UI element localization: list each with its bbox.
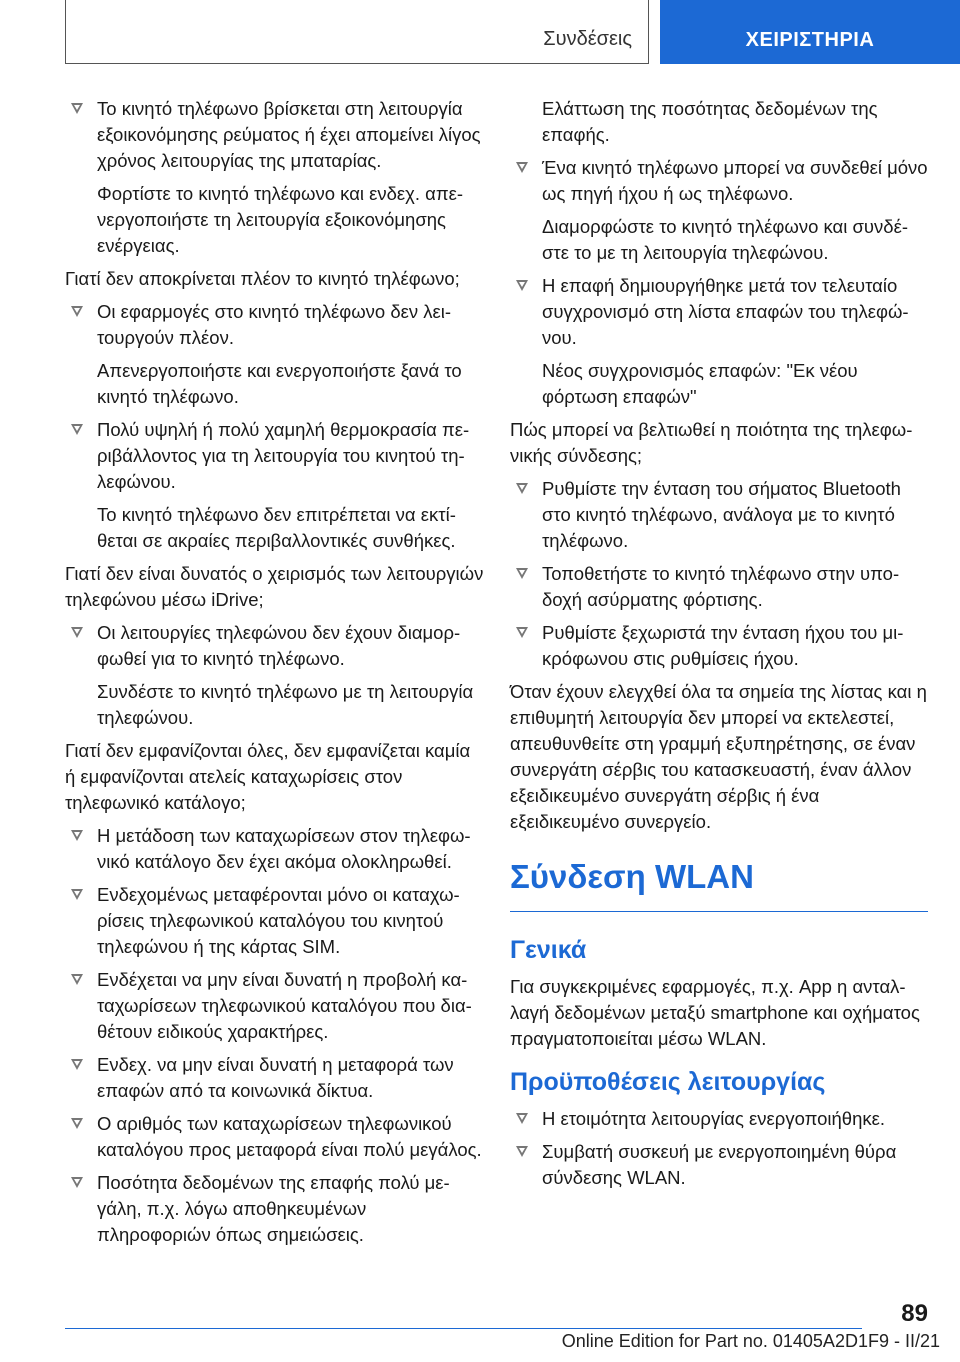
triangle-bullet-icon	[71, 1177, 83, 1188]
bullet-item	[65, 1052, 485, 1104]
subsection-heading: Γενικά	[510, 936, 587, 964]
bullet-text: Ρυθμίστε την ένταση του σήματος Bluetooth στο κινητό τηλέφωνο, ανάλογα με το κινητό τηλέφωνο.	[542, 478, 901, 551]
triangle-bullet-icon	[516, 1146, 528, 1157]
action-text: Το κινητό τηλέφωνο δεν επιτρέπεται να εκτίθεται σε ακραίες περιβαλλοντικές συνθήκες.	[97, 504, 456, 551]
triangle-bullet-icon	[71, 1059, 83, 1070]
bullet-item	[65, 1111, 485, 1163]
bullet-item	[65, 417, 485, 495]
bullet-item	[65, 96, 485, 174]
bullet-text: Συμβατή συσκευή με ενεργοποιημένη θύρα σύνδεσης WLAN.	[542, 1141, 897, 1188]
action-text: Νέος συγχρονισμός επαφών: "Εκ νέου φόρτωση επαφών"	[542, 360, 858, 407]
bullet-text: Ενδέχεται να μην είναι δυνατή η προβολή καταχωρίσεων τηλεφωνικού καταλόγου που διαθέτουν ειδικούς χαρακτήρες.	[97, 969, 472, 1042]
triangle-bullet-icon	[71, 974, 83, 985]
bullet-text: Ποσότητα δεδομένων της επαφής πολύ μεγάλη, π.χ. λόγω αποθηκευμένων πληροφοριών όπως σημειώσεις.	[97, 1172, 450, 1245]
header-chapter-tab	[660, 0, 960, 64]
triangle-bullet-icon	[516, 162, 528, 173]
action-text: Φορτίστε το κινητό τηλέφωνο και ενδεχ. απενεργοποιήστε τη λειτουργία εξοικονόμησης ενέργειας.	[97, 183, 464, 256]
triangle-bullet-icon	[71, 1118, 83, 1129]
bullet-text: Η επαφή δημιουργήθηκε μετά τον τελευταίο συγχρονισμό στη λίστα επαφών του τηλεφώνου.	[542, 275, 909, 348]
bullet-item	[510, 561, 928, 613]
bullet-text: Τοποθετήστε το κινητό τηλέφωνο στην υποδοχή ασύρματης φόρτισης.	[542, 563, 900, 610]
bullet-text: Οι λειτουργίες τηλεφώνου δεν έχουν διαμορφωθεί για το κινητό τηλέφωνο.	[97, 622, 461, 669]
header-chapter-label: ΧΕΙΡΙΣΤΗΡΙΑ	[745, 29, 875, 51]
triangle-bullet-icon	[71, 424, 83, 435]
bullet-item	[510, 1139, 928, 1191]
triangle-bullet-icon	[71, 627, 83, 638]
triangle-bullet-icon	[516, 1113, 528, 1124]
bullet-item	[65, 299, 485, 351]
footer-edition: Online Edition for Part no. 01405A2D1F9 - II/21	[561, 1331, 940, 1351]
bullet-text: Οι εφαρμογές στο κινητό τηλέφωνο δεν λειτουργούν πλέον.	[97, 301, 452, 348]
bullet-item	[65, 620, 485, 672]
action-text: Ελάττωση της ποσότητας δεδομένων της επαφής.	[542, 98, 878, 145]
bullet-text: Ενδεχ. να μην είναι δυνατή η μεταφορά των επαφών από τα κοινωνικά δίκτυα.	[97, 1054, 454, 1101]
footer-divider	[65, 1328, 862, 1329]
triangle-bullet-icon	[71, 889, 83, 900]
bullet-text: Ρυθμίστε ξεχωριστά την ένταση ήχου του μικρόφωνου στις ρυθμίσεις ήχου.	[542, 622, 904, 669]
triangle-bullet-icon	[516, 568, 528, 579]
header-section-tab	[65, 0, 649, 64]
bullet-item	[510, 155, 928, 207]
paragraph: Γιατί δεν είναι δυνατός ο χειρισμός των λειτουργιών τηλεφώνου μέσω iDrive;	[65, 563, 484, 610]
triangle-bullet-icon	[71, 103, 83, 114]
triangle-bullet-icon	[71, 306, 83, 317]
page-number: 89	[901, 1300, 928, 1327]
action-text: Διαμορφώστε το κινητό τηλέφωνο και συνδέστε το με τη λειτουργία τηλεφώνου.	[542, 216, 908, 263]
paragraph: Για συγκεκριμένες εφαρμογές, π.χ. App η ανταλλαγή δεδομένων μεταξύ smartphone και οχήματος πραγματοποιείται μέσω WLAN.	[510, 976, 920, 1049]
bullet-text: Ένα κινητό τηλέφωνο μπορεί να συνδεθεί μόνο ως πηγή ήχου ή ως τηλέφωνο.	[542, 157, 928, 204]
paragraph: Γιατί δεν εμφανίζονται όλες, δεν εμφανίζεται καμία ή εμφανίζονται ατελείς καταχωρίσεις στον τηλεφωνικό κατάλογο;	[65, 740, 471, 813]
subsection-heading: Προϋποθέσεις λειτουργίας	[510, 1068, 826, 1096]
action-text: Απενεργοποιήστε και ενεργοποιήστε ξανά το κινητό τηλέφωνο.	[97, 360, 462, 407]
bullet-text: Πολύ υψηλή ή πολύ χαμηλή θερμοκρασία περιβάλλοντος για τη λειτουργία του κινητού τηλεφώνου.	[97, 419, 470, 492]
paragraph: Πώς μπορεί να βελτιωθεί η ποιότητα της τηλεφωνικής σύνδεσης;	[510, 419, 913, 466]
bullet-text: Ενδεχομένως μεταφέρονται μόνο οι καταχωρίσεις τηλεφωνικού καταλόγου του κινητού τηλεφώνου ή της κάρτας SIM.	[97, 884, 460, 957]
paragraph: Όταν έχουν ελεγχθεί όλα τα σημεία της λίστας και η επιθυμητή λειτουργία δεν μπορεί να εκτελεστεί, απευθυνθείτε στη γραμμή εξυπηρέτησης, σε έναν συνεργάτη σέρβις του κατασκευαστή, έναν άλλον εξειδικευμένο συνεργάτη σέρβις ή ένα εξειδικευμένο συνεργείο.	[510, 681, 927, 832]
bullet-item	[65, 1170, 485, 1248]
bullet-item	[65, 967, 485, 1045]
bullet-text: Ο αριθμός των καταχωρίσεων τηλεφωνικού καταλόγου προς μεταφορά είναι πολύ μεγάλος.	[97, 1113, 482, 1160]
bullet-item	[65, 882, 485, 960]
action-text: Συνδέστε το κινητό τηλέφωνο με τη λειτουργία τηλεφώνου.	[97, 681, 474, 728]
triangle-bullet-icon	[516, 280, 528, 291]
bullet-item	[510, 1106, 928, 1132]
bullet-item	[510, 273, 928, 351]
triangle-bullet-icon	[516, 483, 528, 494]
left-column	[65, 96, 485, 1255]
bullet-item	[510, 476, 928, 554]
header-section-label: Συνδέσεις	[543, 28, 632, 50]
bullet-item	[510, 620, 928, 672]
bullet-text: Η μετάδοση των καταχωρίσεων στον τηλεφωνικό κατάλογο δεν έχει ακόμα ολοκληρωθεί.	[97, 825, 471, 872]
bullet-text: Η ετοιμότητα λειτουργίας ενεργοποιήθηκε.	[542, 1108, 885, 1129]
triangle-bullet-icon	[516, 627, 528, 638]
bullet-text: Το κινητό τηλέφωνο βρίσκεται στη λειτουργία εξοικονόμησης ρεύματος ή έχει απομείνει λίγος χρόνος λειτουργίας της μπαταρίας.	[97, 98, 481, 171]
bullet-item	[65, 823, 485, 875]
paragraph: Γιατί δεν αποκρίνεται πλέον το κινητό τηλέφωνο;	[65, 268, 460, 289]
section-heading: Σύνδεση WLAN	[510, 857, 928, 912]
right-column	[510, 96, 928, 1198]
triangle-bullet-icon	[71, 830, 83, 841]
